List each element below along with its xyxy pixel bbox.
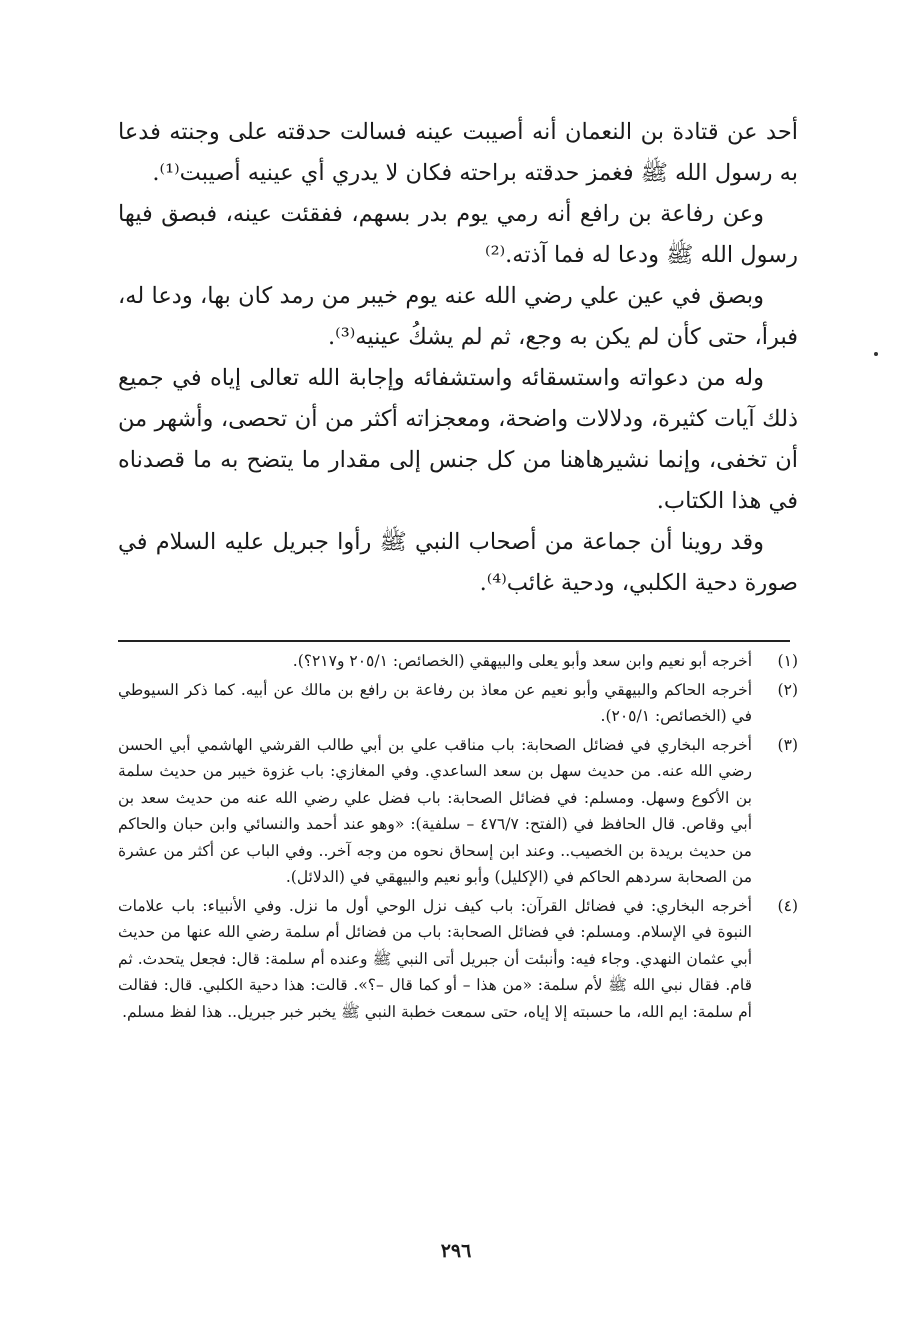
- footnote-text: أخرجه البخاري في فضائل الصحابة: باب مناقب علي بن أبي طالب القرشي الهاشمي أبي الحسن رضي الله عنه. من حديث سهل بن سعد الساعدي. وفي المغازي: باب غزوة خيبر من حديث سلمة بن الأكوع وسهل. ومسلم: في فضائل الصحابة: باب فضل علي رضي الله عنه من حديث سعد بن أبي وقاص. قال الحافظ في (الفتح: ٤٧٦/٧ – سلفية): «وهو عند أحمد والنسائي وابن حبان والحاكم من حديث بريدة بن الخصيب.. وعند ابن إسحاق نحوه من وجه آخر.. وفي الباب عن أكثر من عشرة من الصحابة سردهم الحاكم في (الإكليل) وأبو نعيم والبيهقي في (الدلائل).: [118, 735, 753, 886]
- footnote-3: [118, 732, 798, 891]
- paragraph-5: وقد روينا أن جماعة من أصحاب النبي ﷺ رأوا جبريل عليه السلام في صورة دحية الكلبي، ودحية غائب⁽⁴⁾.: [118, 529, 798, 596]
- footnote-number: (٤): [777, 896, 798, 915]
- footnote-2: [118, 677, 798, 730]
- paragraph-1: أحد عن قتادة بن النعمان أنه أصيبت عينه فسالت حدقته على وجنته فدعا به رسول الله ﷺ فغمز حدقته براحته فكان لا يدري أي عينيه أصيبت⁽¹⁾.: [118, 119, 798, 186]
- footnotes: [118, 648, 798, 1027]
- footnote-separator: [118, 640, 790, 642]
- footnote-number: (١): [777, 652, 798, 670]
- footnote-text: أخرجه الحاكم والبيهقي وأبو نعيم عن معاذ بن رفاعة بن رافع بن مالك عن أبيه. كما ذكر السيوطي في (الخصائص: ٢٠٥/١).: [118, 680, 752, 725]
- page-number: ٢٩٦: [440, 1240, 472, 1262]
- footnote-number: (٢): [777, 680, 798, 699]
- paragraph-4: وله من دعواته واستسقائه واستشفائه وإجابة الله تعالى إياه في جميع ذلك آيات كثيرة، ودلالات واضحة، ومعجزاته أكثر من أن تحصى، وأشهر من أن تخفى، وإنما نشيرهاهنا من كل جنس إلى مقدار ما يتضح به ما قصدناه في هذا الكتاب.: [118, 365, 798, 514]
- footnote-text: أخرجه أبو نعيم وابن سعد وأبو يعلى والبيهقي (الخصائص: ٢٠٥/١ و٢١٧؟).: [292, 652, 752, 670]
- stray-dot: [874, 352, 878, 356]
- paragraph-3: وبصق في عين علي رضي الله عنه يوم خيبر من رمد كان بها، ودعا له، فبرأ، حتى كأن لم يكن به وجع، ثم لم يشكُ عينيه⁽³⁾.: [118, 283, 798, 350]
- footnote-1: [118, 648, 798, 675]
- footnote-number: (٣): [777, 735, 798, 754]
- main-text: [118, 112, 798, 604]
- paragraph-2: وعن رفاعة بن رافع أنه رمي يوم بدر بسهم، ففقئت عينه، فبصق فيها رسول الله ﷺ ودعا له فما آذته.⁽²⁾: [118, 201, 798, 268]
- footnote-text: أخرجه البخاري: في فضائل القرآن: باب كيف نزل الوحي أول ما نزل. وفي الأنبياء: باب علامات النبوة في الإسلام. ومسلم: في فضائل الصحابة: باب من فضائل أم سلمة رضي الله عنها من حديث أبي عثمان النهدي. وجاء فيه: وأنبئت أن جبريل أتى النبي ﷺ وعنده أم سلمة: قال: فجعل يتحدث. ثم قام. فقال نبي الله ﷺ لأم سلمة: «من هذا – أو كما قال –؟». قالت: هذا دحية الكلبي. قال: فقالت أم سلمة: ايم الله، ما حسبته إلا إياه، حتى سمعت خطبة النبي ﷺ يخبر خبر جبريل.. هذا لفظ مسلم.: [118, 896, 752, 1021]
- footnote-4: [118, 893, 798, 1026]
